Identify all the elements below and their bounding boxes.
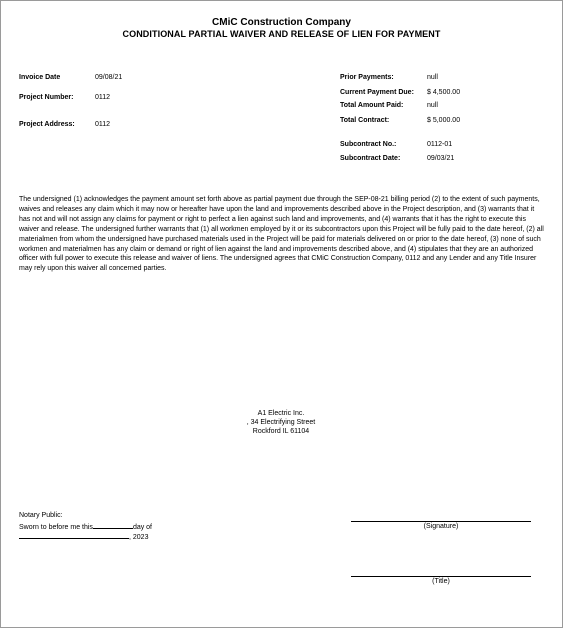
project-number-value: 0112: [95, 94, 111, 101]
total-contract-value: $ 5,000.00: [427, 117, 461, 124]
title-line: [351, 576, 531, 577]
signature-line: [351, 521, 531, 522]
subcontract-date-label: Subcontract Date:: [340, 155, 401, 162]
current-payment-label: Current Payment Due:: [340, 89, 414, 96]
sworn-line: [19, 522, 152, 531]
vendor-street: , 34 Electrifying Street: [246, 419, 316, 426]
total-paid-label: Total Amount Paid:: [340, 102, 404, 109]
subcontract-date-value: 09/03/21: [427, 155, 455, 162]
project-number-label: Project Number:: [19, 94, 74, 101]
month-blank-line: [19, 532, 129, 539]
vendor-address: [181, 409, 381, 436]
total-contract-label: Total Contract:: [340, 117, 390, 124]
notary-label: Notary Public:: [19, 512, 63, 519]
notary-year: , 2023: [129, 534, 149, 541]
sworn-suffix: day of: [132, 524, 153, 531]
vendor-name: A1 Electric Inc.: [257, 410, 305, 417]
project-address-value: 0112: [95, 121, 111, 128]
month-line: [19, 532, 148, 541]
sworn-prefix: Sworn to before me this: [19, 524, 93, 531]
project-address-label: Project Address:: [19, 121, 75, 128]
prior-payments-value: null: [427, 74, 438, 81]
company-name: CMiC Construction Company: [212, 17, 351, 28]
total-paid-value: null: [427, 102, 438, 109]
signature-label: (Signature): [423, 523, 459, 530]
current-payment-value: $ 4,500.00: [427, 89, 461, 96]
subcontract-no-label: Subcontract No.:: [340, 141, 397, 148]
title-label: (Title): [432, 578, 450, 585]
waiver-body-text: The undersigned (1) acknowledges the payment amount set forth above as partial payment due through the SEP-08-21 billing period (2) to the extent of such payments, waives and releases any claim which it may now or hereafter have upon the land and improvements described above in the Project description, and (3) warrants that it has not and will not assign any claims for payment or right to perfect a lien against such land and improvements, and (4) warrants that it has the right to execute this waiver and release. The undersigned further warrants that (1) all workmen employed by it or its subcontractors upon this Project will be fully paid to the date hereof, (2) all materialmen from whom the undersigned have purchased materials used in the Project will be paid for materials delivered on or prior to the date hereof, (3) none of such workmen and materialmen has any claim or demand or right of lien against the land and improvements described above, and (4) stipulates that they are an authorized officer with full power to execute this release and waiver of liens. The undersigned agrees that CMiC Construction Company, 0112 and any Lender and any Title Insurer may rely upon this waiver all concerned parties.: [19, 196, 544, 273]
subcontract-no-value: 0112-01: [427, 141, 453, 148]
invoice-date-label: Invoice Date: [19, 74, 61, 81]
document-title: CONDITIONAL PARTIAL WAIVER AND RELEASE OF LIEN FOR PAYMENT: [122, 29, 441, 39]
day-blank-line: [93, 522, 133, 529]
invoice-date-value: 09/08/21: [95, 74, 123, 81]
prior-payments-label: Prior Payments:: [340, 74, 394, 81]
vendor-city: Rockford IL 61104: [252, 428, 310, 435]
